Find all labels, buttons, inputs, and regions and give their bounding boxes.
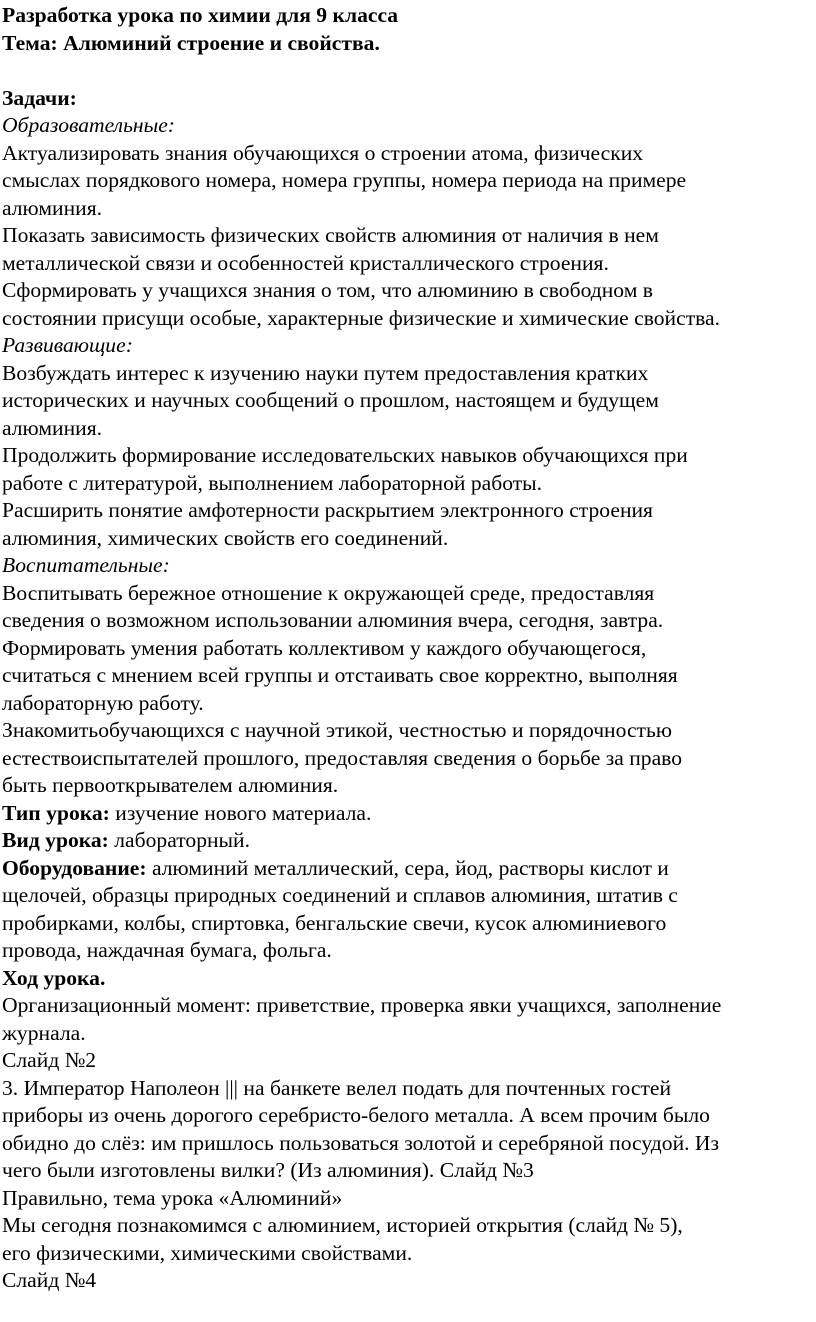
equipment-label: Оборудование: (2, 855, 147, 880)
text-line: естествоиспытателей прошлого, предоставляя сведения о борьбе за право (2, 745, 683, 770)
text-line: Расширить понятие амфотерности раскрытием электронного строения (2, 498, 653, 522)
text-line: Организационный момент: приветствие, проверка явки учащихся, заполнение (2, 993, 722, 1017)
text-line: 3. Император Наполеон ||| на банкете велел подать для почтенных гостей (2, 1075, 672, 1100)
text-line: считаться с мнением всей группы и отстаивать свое корректно, выполняя (2, 663, 678, 687)
text-line: Знакомитьобучающихся с научной этикой, честностью и порядочностью (2, 718, 672, 742)
text-line: Правильно, тема урока «Алюминий» (2, 1185, 343, 1210)
lesson-kind-value: лабораторный. (108, 828, 251, 852)
text-line: обидно до слёз: им пришлось пользоваться золотой и серебряной посудой. Из (2, 1130, 720, 1155)
text-line: его физическими, химическими свойствами. (2, 1240, 413, 1265)
developing-heading: Развивающие: (2, 333, 133, 357)
slide-reference: Слайд №2 (2, 1048, 97, 1072)
text-line: Показать зависимость физических свойств алюминия от наличия в нем (2, 223, 659, 247)
text-line: алюминия. (2, 415, 103, 440)
educational-heading: Образовательные: (2, 113, 176, 137)
lesson-topic: Тема: Алюминий строение и свойства. (2, 30, 380, 55)
text-line: Мы сегодня познакомимся с алюминием, историей открытия (слайд № 5), (2, 1213, 683, 1237)
text-line: алюминия, химических свойств его соединений. (2, 525, 449, 550)
text-line: щелочей, образцы природных соединений и сплавов алюминия, штатив с (2, 883, 678, 907)
slide-reference: Слайд №4 (2, 1268, 97, 1292)
text-line: алюминия. (2, 195, 103, 220)
lesson-type-label: Тип урока: (2, 800, 110, 825)
upbringing-heading: Воспитательные: (2, 553, 170, 577)
text-line: исторических и научных сообщений о прошлом, настоящем и будущем (2, 388, 659, 412)
equipment-value: алюминий металлический, сера, йод, растворы кислот и (146, 855, 669, 880)
text-line: приборы из очень дорогого серебристо-белого металла. А всем прочим было (2, 1103, 710, 1127)
text-line: Сформировать у учащихся знания о том, что алюминию в свободном в (2, 278, 653, 302)
text-line: журнала. (2, 1020, 86, 1045)
text-line: смыслах порядкового номера, номера группы, номера периода на примере (2, 168, 687, 192)
text-line: быть первооткрывателем алюминия. (2, 773, 339, 797)
text-line: сведения о возможном использовании алюминия вчера, сегодня, завтра. (2, 608, 664, 632)
text-line: провода, наждачная бумага, фольга. (2, 938, 332, 962)
equipment (2, 855, 816, 883)
lesson-type-value: изучение нового материала. (109, 800, 372, 825)
text-line: лабораторную работу. (2, 690, 204, 715)
document-title: Разработка урока по химии для 9 класса (2, 3, 399, 27)
text-line: Актуализировать знания обучающихся о строении атома, физических (2, 140, 644, 165)
text-line: Воспитывать бережное отношение к окружающей среде, предоставляя (2, 580, 655, 605)
tasks-heading: Задачи: (2, 85, 77, 110)
text-line: состоянии присущи особые, характерные физические и химические свойства. (2, 305, 721, 330)
text-line: металлической связи и особенностей кристаллического строения. (2, 250, 609, 275)
blank-line (2, 57, 816, 85)
lesson-flow-heading: Ход урока. (2, 965, 106, 990)
text-line: Продолжить формирование исследовательских навыков обучающихся при (2, 443, 688, 467)
lesson-kind (2, 827, 816, 855)
text-line: Возбуждать интерес к изучению науки путем предоставления кратких (2, 360, 649, 385)
lesson-kind-label: Вид урока: (2, 828, 109, 852)
lesson-type (2, 800, 816, 828)
text-line: пробирками, колбы, спиртовка, бенгальские свечи, кусок алюминиевого (2, 910, 667, 935)
text-line: работе с литературой, выполнением лабораторной работы. (2, 470, 543, 495)
text-line: Формировать умения работать коллективом у каждого обучающегося, (2, 635, 647, 660)
text-line: чего были изготовлены вилки? (Из алюминия). Слайд №3 (2, 1158, 534, 1182)
